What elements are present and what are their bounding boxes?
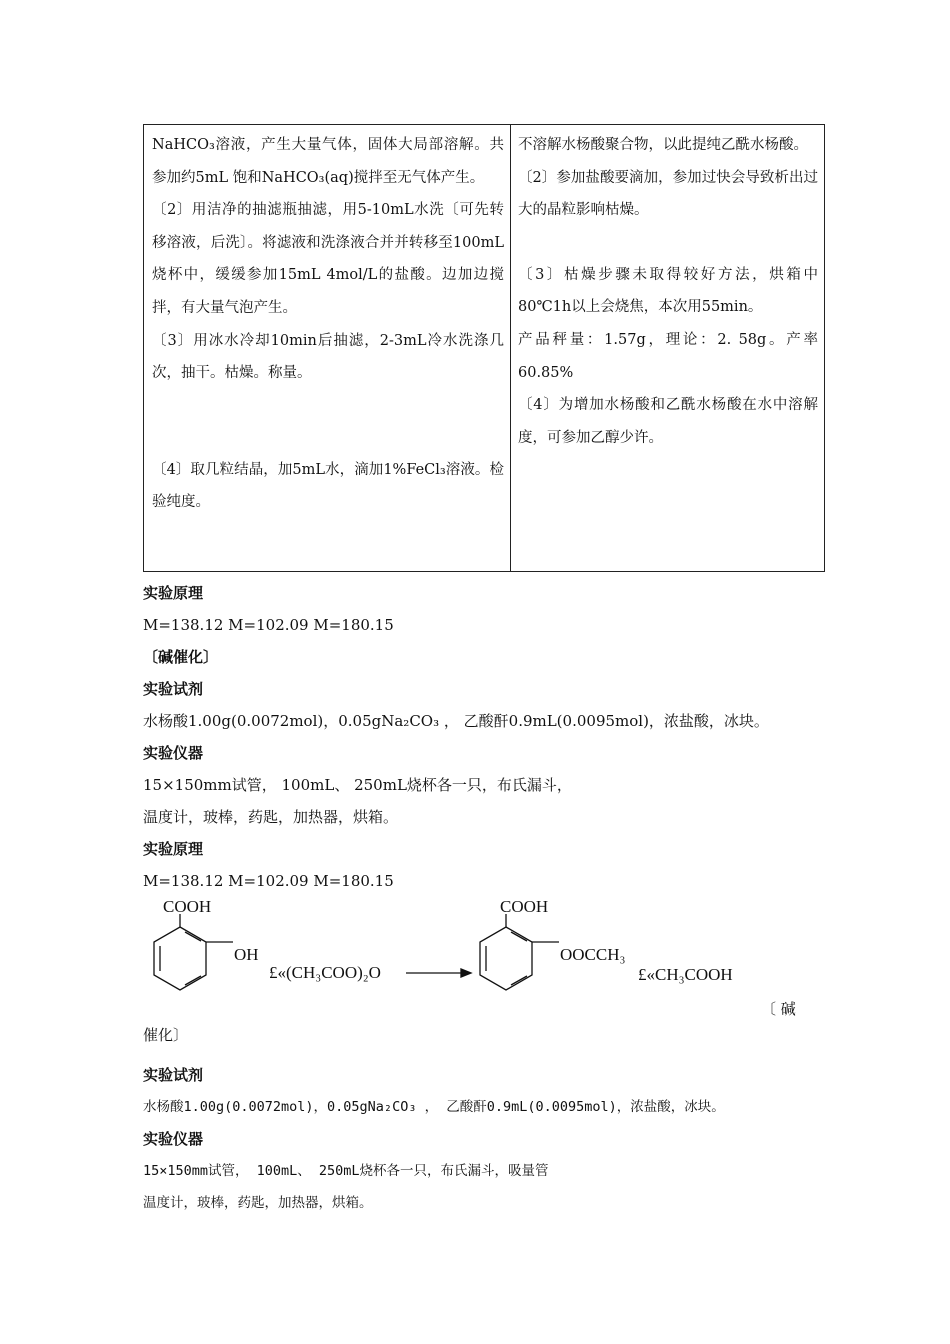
- reagent-label: £«(CH₃COO)₂O: [269, 963, 381, 982]
- reactant-cooh-label: COOH: [163, 897, 212, 916]
- product-cooh-label: COOH: [500, 897, 549, 916]
- apparatus-line-3: 15×150mm试管， 100mL、 250mL烧杯各一只，布氏漏斗，吸量管: [143, 1163, 549, 1179]
- note-3-text: 〔3〕枯燥步骤未取得较好方法，烘箱中80℃1h以上会烧焦，本次用55min。: [518, 266, 818, 316]
- note-4-text: 〔4〕为增加水杨酸和乙酰水杨酸在水中溶解度，可参加乙醇少许。: [518, 397, 818, 446]
- byproduct-label: £«CH₃COOH: [638, 965, 733, 984]
- reagents-heading-2: 实验试剂: [143, 1066, 204, 1084]
- procedure-table: [143, 124, 825, 572]
- step-2-text: 〔2〕用洁净的抽滤瓶抽滤，用5-10mL水洗〔可先转移溶液，后洗〕。将滤液和洗涤液合并并转移至100mL烧杯中，缓缓参加15mL 4mol/L的盐酸。边加边搅拌，有大量气泡产生。: [152, 202, 504, 316]
- reactant-oh-label: OH: [234, 945, 259, 964]
- reaction-arrow: [406, 969, 471, 977]
- apparatus-line-2: 温度计，玻棒，药匙，加热器，烘箱。: [143, 808, 399, 826]
- catalyst-note-2a: 〔 碱: [761, 1000, 796, 1018]
- table-column-divider: [510, 125, 511, 571]
- step-4-text: 〔4〕取几粒结晶，加5mL水，滴加1%FeCl₃溶液。检验纯度。: [152, 461, 504, 511]
- apparatus-heading: 实验仪器: [143, 744, 204, 762]
- reagents-text-2: 水杨酸1.00g(0.0072mol)，0.05gNa₂CO₃ ， 乙酸酐0.9mL(0.0095mol)，浓盐酸，冰块。: [143, 1099, 725, 1115]
- molecular-weights: M=138.12 M=102.09 M=180.15: [143, 616, 394, 634]
- apparatus-heading-2: 实验仪器: [143, 1130, 204, 1148]
- product-acetoxy-label: OOCCH₃: [560, 945, 626, 964]
- step-3-text: 〔3〕用冰水冷却10min后抽滤，2-3mL冷水洗涤几次，抽干。枯燥。称量。: [152, 332, 504, 382]
- note-1-text: 不溶解水杨酸聚合物，以此提纯乙酰水杨酸。: [518, 137, 808, 153]
- catalyst-note: 〔碱催化〕: [143, 648, 219, 666]
- apparatus-line-1: 15×150mm试管， 100mL、 250mL烧杯各一只，布氏漏斗，: [143, 776, 572, 794]
- salicylic-acid-structure: [154, 914, 233, 990]
- notes-cell: [518, 129, 818, 454]
- reaction-scheme: [143, 892, 823, 1012]
- catalyst-note-2b: 催化〕: [143, 1026, 189, 1044]
- note-2-text: 〔2〕参加盐酸要滴加，参加过快会导致析出过大的晶粒影响枯燥。: [518, 169, 818, 219]
- molecular-weights-2: M=138.12 M=102.09 M=180.15: [143, 872, 394, 890]
- reagents-heading: 实验试剂: [143, 680, 204, 698]
- principle-heading: 实验原理: [143, 584, 204, 602]
- aspirin-structure: [480, 914, 559, 990]
- apparatus-line-4: 温度计，玻棒，药匙，加热器，烘箱。: [143, 1195, 373, 1211]
- principle-heading-2: 实验原理: [143, 840, 204, 858]
- step-1-text: NaHCO₃溶液，产生大量气体，固体大局部溶解。共参加约5mL 饱和NaHCO₃(aq)搅拌至无气体产生。: [152, 137, 504, 186]
- reagents-text: 水杨酸1.00g(0.0072mol)，0.05gNa₂CO₃ ， 乙酸酐0.9mL(0.0095mol)，浓盐酸，冰块。: [143, 712, 769, 730]
- procedure-steps-cell: [152, 129, 504, 519]
- yield-text: 产品秤量：1.57g，理论：2. 58g。产率60.85%: [518, 331, 818, 381]
